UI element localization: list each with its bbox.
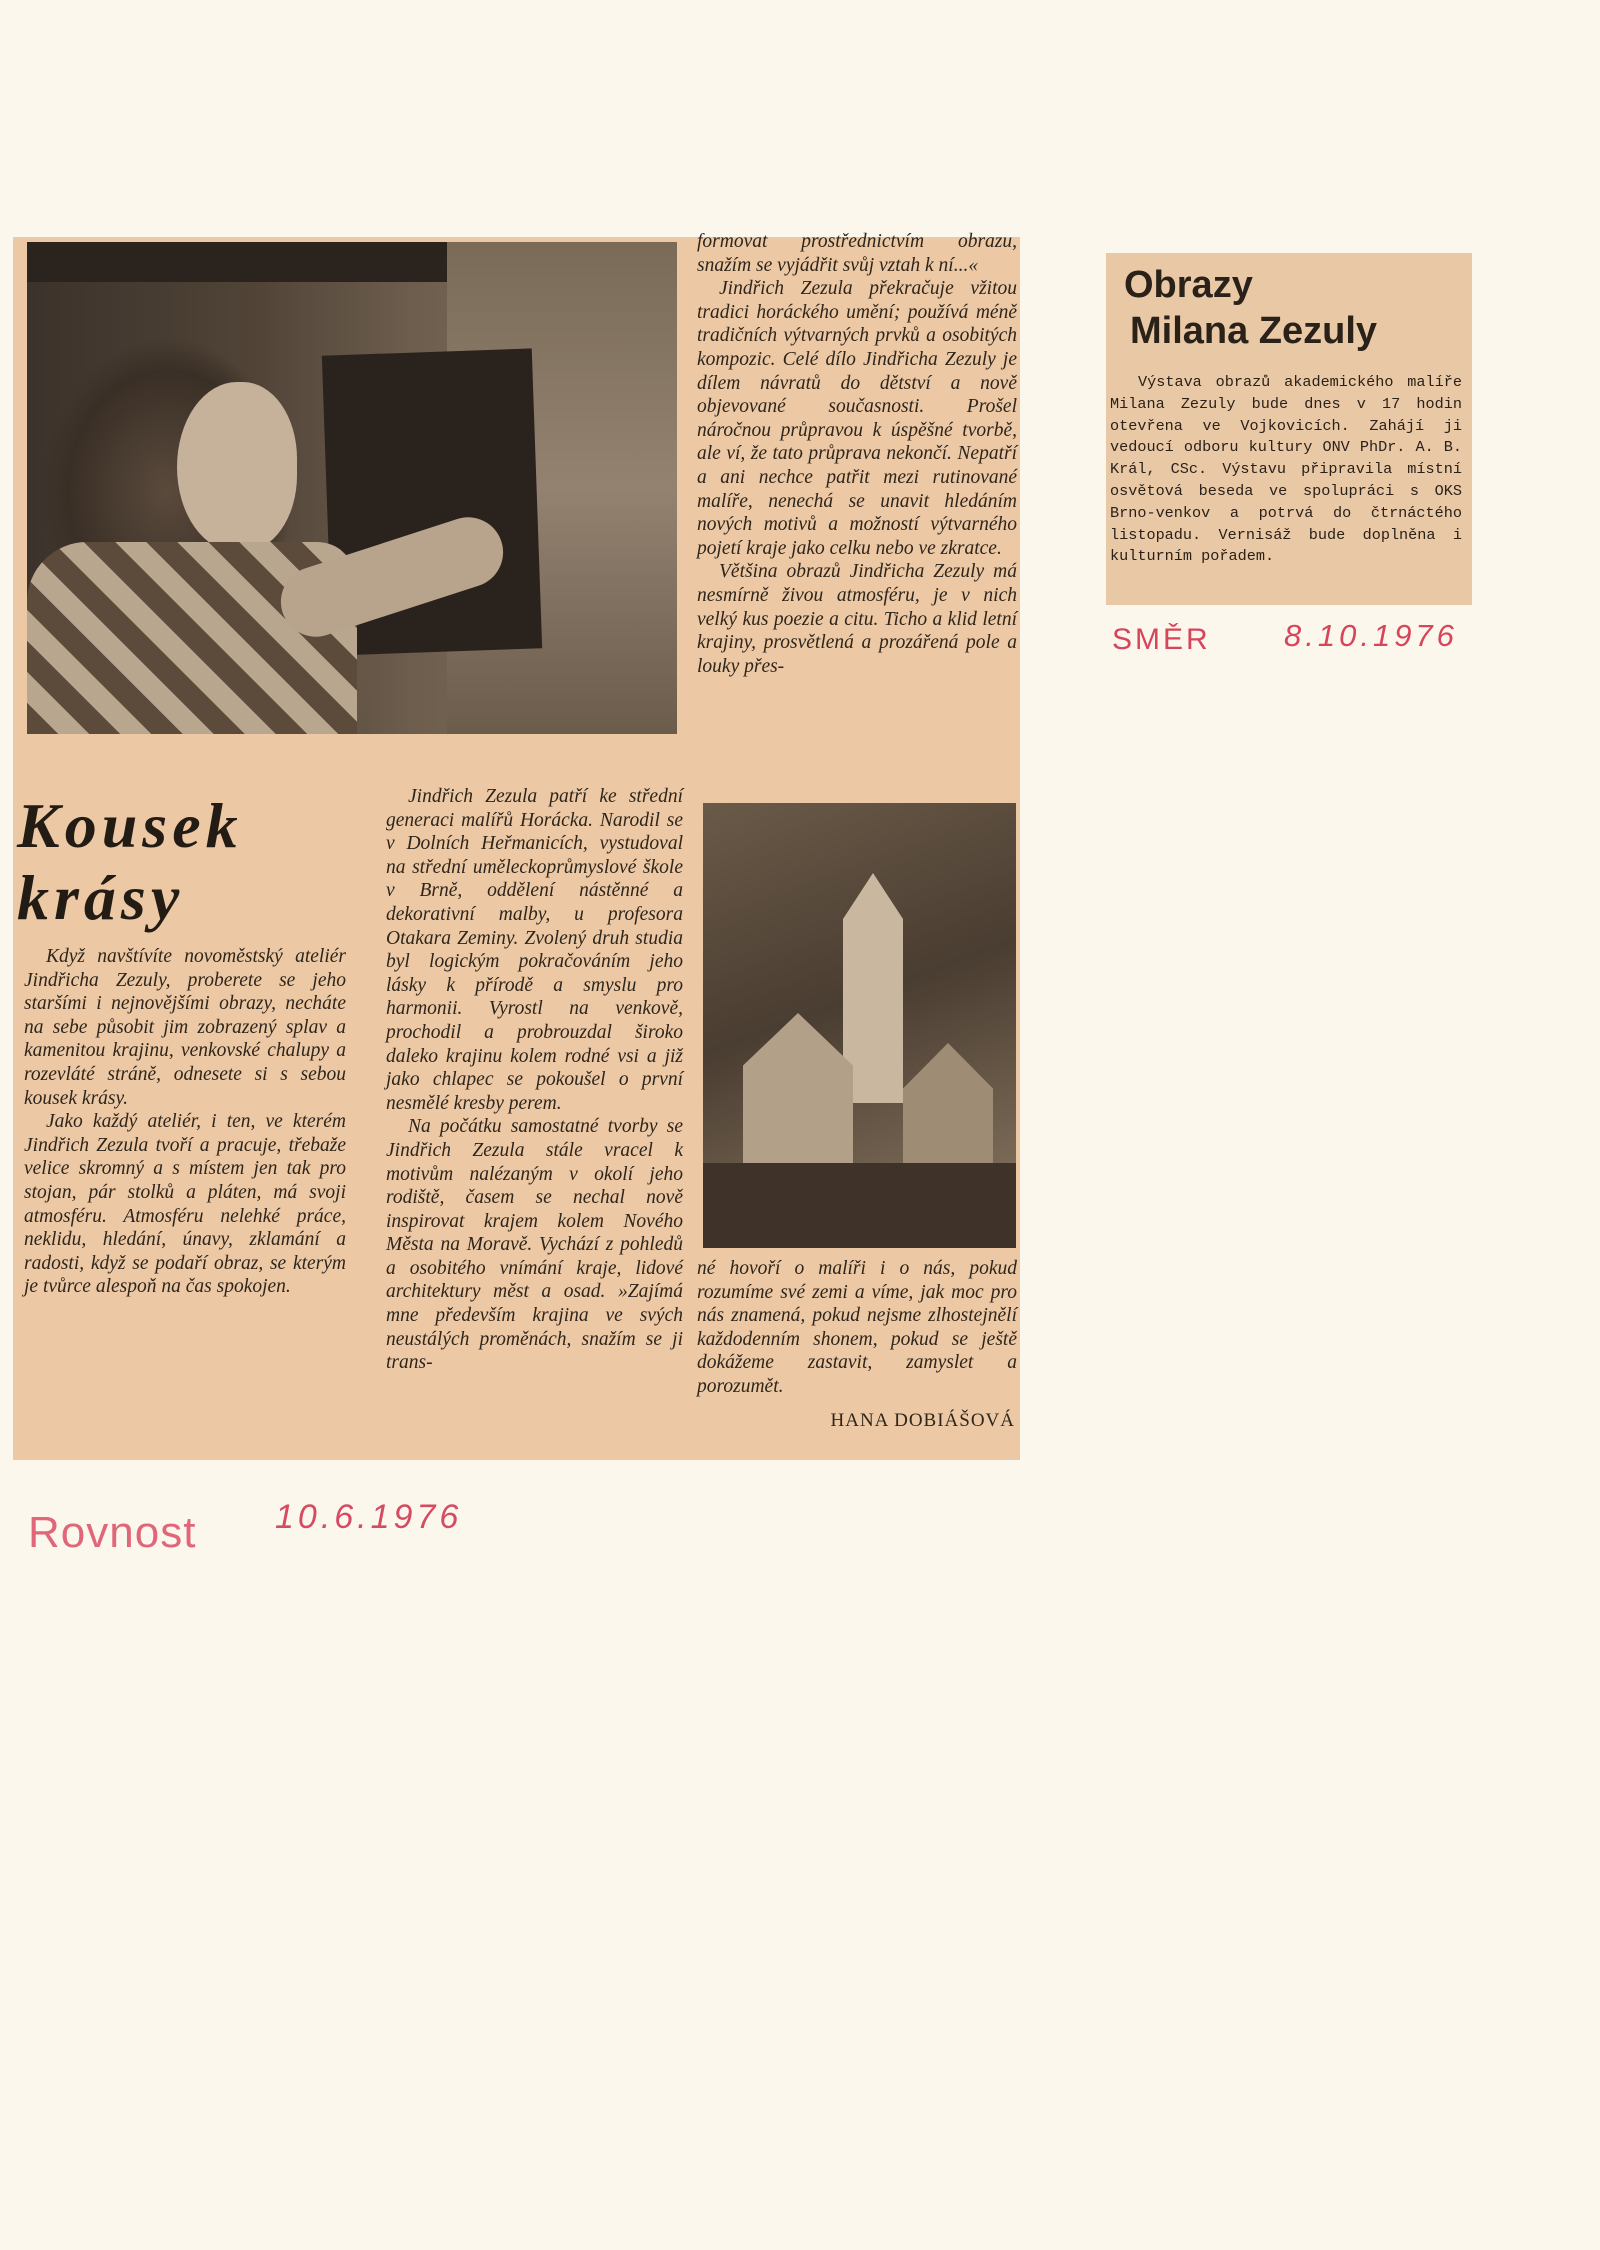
source-label-rovnost: Rovnost [28, 1508, 197, 1557]
painter-photo [27, 242, 677, 734]
article-column-middle [386, 785, 683, 1375]
paragraph: né hovoří o malíři i o nás, pokud rozumíme své zemi a víme, jak moc pro nás znamená, pokud nejsme zlhostejnělí každodenním shonem, pokud se ještě dokážeme zastavit, zamyslet a porozumět. [697, 1258, 1017, 1397]
article-column-right-top [697, 230, 1017, 678]
main-headline [17, 790, 317, 934]
paragraph: formovat prostřednictvím obrazu, snažím se vyjádřit svůj vztah k ní...« [697, 231, 1017, 276]
paragraph: Většina obrazů Jindřicha Zezuly má nesmírně živou atmosféru, je v nich velký kus poezie a citu. Ticho a klid letní krajiny, prosvětlená a prozářená pole a louky přes- [697, 561, 1017, 677]
author-byline: HANA DOBIÁŠOVÁ [830, 1410, 1015, 1431]
paragraph: Když navštívíte novoměstský ateliér Jindřicha Zezuly, proberete se jeho staršími i nejnovějšími obrazy, necháte na sebe působit jim zobrazený splav a kamenitou krajinu, venkovské chalupy a rozevláté stráně, odnesete si s sebou kousek krásy. [24, 946, 346, 1109]
article-column-left [24, 945, 346, 1299]
source-date-smer: 8.10.1976 [1284, 618, 1458, 653]
paragraph: Jindřich Zezula patří ke střední generaci malířů Horácka. Narodil se v Dolních Heřmanicích, vystudoval na střední uměleckoprůmyslové škole v Brně, oddělení nástěnné a dekorativní malby, u profesora Otakara Zeminy. Zvolený druh studia byl logickým pokračováním jeho lásky k přírodě a smyslu pro harmonii. Vyrostl na venkově, prochodil a probrouzdal široko daleko krajinu kolem rodné vsi a již jako chlapec se pokoušel o první nesmělé kresby perem. [386, 786, 683, 1114]
small-headline-line1: Obrazy [1124, 264, 1253, 306]
main-headline-line1: Kousek [17, 790, 243, 861]
paragraph: Výstava obrazů akademického malíře Milana Zezuly bude dnes v 17 hodin otevřena ve Vojkovicích. Zahájí ji vedoucí odboru kultury ONV PhDr. A. B. Král, CSc. Výstavu připravila místní osvětová beseda ve spolupráci s OKS Brno-venkov a potrvá do čtrnáctého listopadu. Vernisáž bude doplněna i kulturním pořadem. [1110, 373, 1462, 566]
paragraph: Jindřich Zezula překračuje vžitou tradici horáckého umění; používá méně tradičních výtvarných prvků a osobitých kompozic. Celé dílo Jindřicha Zezuly je dílem návratů do dětství a nově objevované současnosti. Prošel náročnou průpravou k úspěšné tvorbě, ale ví, že tato průprava nekončí. Nepatří a ani nechce patřit mezi rutinované malíře, nenechá se unavit hledáním nových motivů a možností výtvarného pojetí kraje jako celku nebo ve zkratce. [697, 278, 1017, 559]
source-label-smer: SMĚR [1112, 623, 1211, 656]
source-date-rovnost: 10.6.1976 [275, 1498, 463, 1536]
painting-photo [703, 803, 1016, 1248]
article-column-right-bottom [697, 1257, 1017, 1399]
small-headline-line2: Milana Zezuly [1130, 310, 1378, 352]
small-article-body [1110, 372, 1462, 568]
paragraph: Jako každý ateliér, i ten, ve kterém Jindřich Zezula tvoří a pracuje, třebaže velice skromný a s místem jen tak pro stojan, pár stolků a pláten, má svoji atmosféru. Atmosféru nelehké práce, neklidu, hledání, únavy, zklamání a radosti, když se podaří obraz, se kterým je tvůrce alespoň na čas spokojen. [24, 1111, 346, 1298]
small-headline [1124, 262, 1454, 354]
main-headline-line2: krásy [17, 862, 185, 933]
paragraph: Na počátku samostatné tvorby se Jindřich Zezula stále vracel k motivům nalézaným v okolí jeho rodiště, časem se nechal nově inspirovat krajem kolem Nového Města na Moravě. Vychází z pohledů a osobitého vnímání kraje, lidové architektury měst a osad. »Zajímá mne především krajina ve svých neustálých proměnách, snažím se ji trans- [386, 1116, 683, 1374]
